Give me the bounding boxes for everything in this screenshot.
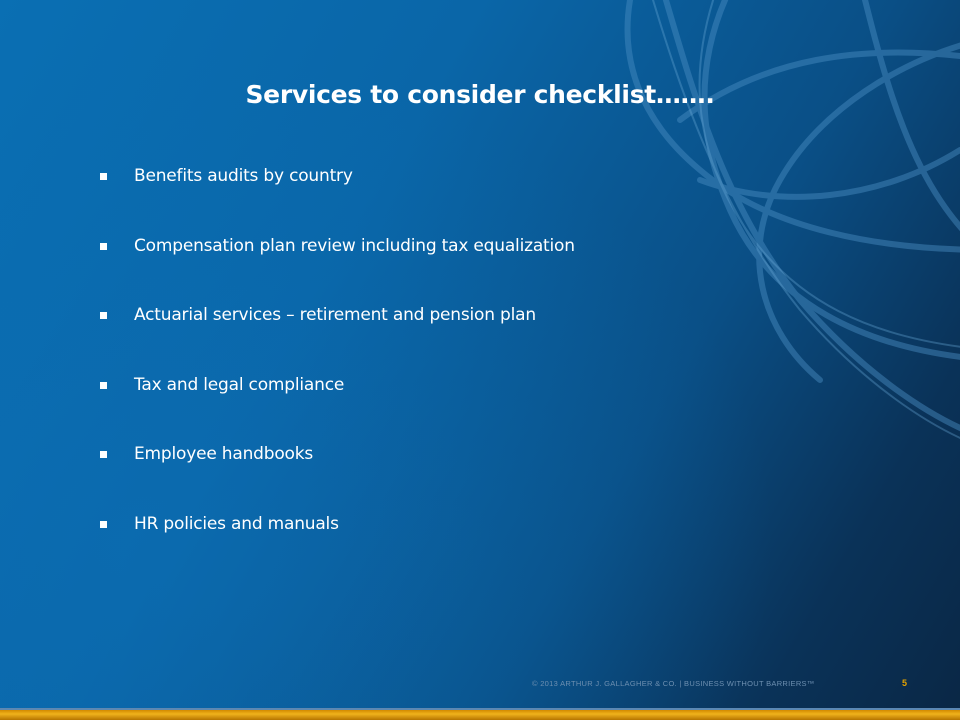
checklist-item — [100, 375, 575, 445]
accent-bar — [0, 710, 960, 720]
checklist-item — [100, 236, 575, 306]
checklist-item-label: Compensation plan review including tax equalization — [134, 235, 575, 256]
checklist-item-label: Employee handbooks — [134, 444, 314, 464]
square-bullet-icon — [100, 312, 107, 319]
footer-copyright: © 2013 ARTHUR J. GALLAGHER & CO. | BUSINESS WITHOUT BARRIERS™ — [532, 679, 815, 688]
checklist-item-label: Actuarial services – retirement and pension plan — [134, 305, 536, 325]
slide-title: Services to consider checklist……. — [245, 80, 715, 109]
checklist-item-label: HR policies and manuals — [134, 513, 339, 534]
checklist-item — [100, 166, 575, 236]
page-number: 5 — [902, 678, 908, 688]
checklist-item — [100, 305, 575, 375]
square-bullet-icon — [100, 521, 107, 528]
square-bullet-icon — [100, 382, 107, 389]
services-checklist — [100, 166, 575, 583]
square-bullet-icon — [100, 451, 107, 458]
square-bullet-icon — [100, 173, 107, 180]
checklist-item — [100, 444, 575, 514]
checklist-item-label: Tax and legal compliance — [134, 374, 345, 395]
checklist-item-label: Benefits audits by country — [134, 166, 353, 186]
checklist-item — [100, 514, 575, 584]
square-bullet-icon — [100, 243, 107, 250]
